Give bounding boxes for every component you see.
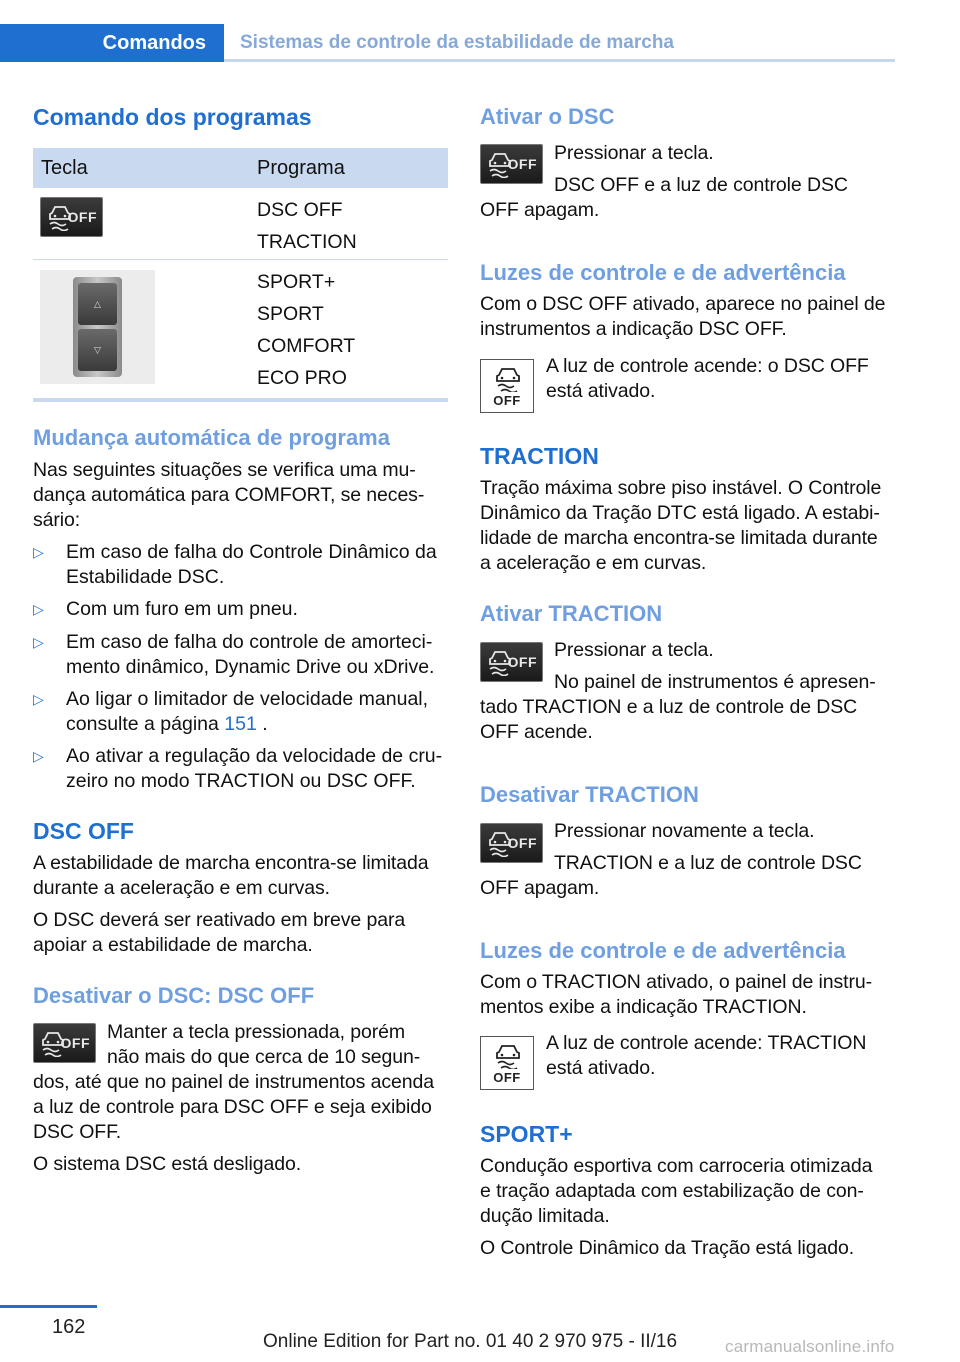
dsc-off-key-icon: OFF bbox=[480, 823, 543, 863]
program-dsc-off: DSC OFF bbox=[257, 199, 343, 221]
deactivate-dsc-text-beside: Manter a tecla pressionada, porém não mais do que cerca de 10 segun‐ bbox=[107, 1021, 421, 1068]
triangle-down-icon: ▽ bbox=[78, 329, 117, 371]
dsc-off-heading: DSC OFF bbox=[33, 818, 134, 844]
program-eco-pro: ECO PRO bbox=[257, 367, 347, 389]
dsc-off-key-icon: OFF bbox=[480, 642, 543, 682]
list-bullet-icon: ▷ bbox=[33, 691, 44, 707]
traction-heading: TRACTION bbox=[480, 443, 599, 469]
deactivate-dsc-heading: Desativar o DSC: DSC OFF bbox=[33, 983, 315, 1008]
traction-text: Tração máxima sobre piso instável. O Controle Dinâmico da Tração DTC está ligado. A estabi‐ lidade de marcha encontra-se limitada durante a aceleração e em curvas. bbox=[480, 477, 882, 574]
list-bullet-icon: ▷ bbox=[33, 544, 44, 560]
page-header bbox=[0, 24, 895, 62]
program-sport: SPORT bbox=[257, 303, 324, 325]
activate-traction-heading: Ativar TRACTION bbox=[480, 601, 663, 626]
dsc-off-text: A estabilidade de marcha encontra-se limitada durante a aceleração e em curvas. O DSC deverá ser reativado em breve para apoiar a estabilidade de marcha. bbox=[33, 852, 429, 956]
list-bullet-icon: ▷ bbox=[33, 634, 44, 650]
auto-change-heading: Mudança automática de programa bbox=[33, 425, 390, 450]
driving-mode-switch-image bbox=[40, 270, 155, 384]
edition-note: Online Edition for Part no. 01 40 2 970 975 - II/16 bbox=[263, 1331, 678, 1352]
sport-plus-heading: SPORT+ bbox=[480, 1121, 573, 1147]
table-header-key: Tecla bbox=[41, 157, 88, 179]
section-tab[interactable]: Comandos bbox=[0, 24, 224, 62]
auto-change-intro: Nas seguintes situações se verifica uma mu‐ dança automática para COMFORT, se neces‐ sário: bbox=[33, 459, 425, 531]
program-comfort: COMFORT bbox=[257, 335, 356, 357]
deactivate-dsc-text: dos, até que no painel de instrumentos acenda a luz de controle para DSC OFF e seja exibido DSC OFF. O sistema DSC está desligado. bbox=[33, 1071, 434, 1175]
page-151-link[interactable]: 151 bbox=[224, 713, 257, 735]
deactivate-traction-heading: Desativar TRACTION bbox=[480, 782, 699, 807]
deactivate-traction-text-beside: Pressionar novamente a tecla. TRACTION e a luz de controle DSC bbox=[554, 820, 862, 874]
table-header-row bbox=[33, 148, 448, 188]
activate-traction-text-beside: Pressionar a tecla. No painel de instrumentos é apresen‐ bbox=[554, 639, 876, 693]
warning-lights-heading-2: Luzes de controle e de advertência bbox=[480, 938, 846, 963]
warning-lights-text-2: Com o TRACTION ativado, o painel de instru‐ mentos exibe a indicação TRACTION. bbox=[480, 971, 873, 1018]
programs-heading: Comando dos programas bbox=[33, 104, 312, 130]
activate-traction-text: tado TRACTION e a luz de controle de DSC OFF acende. bbox=[480, 696, 858, 743]
traction-indicator-icon: OFF bbox=[480, 1036, 534, 1090]
list-bullet-icon: ▷ bbox=[33, 601, 44, 617]
chapter-title[interactable]: Sistemas de controle da estabilidade de marcha bbox=[240, 32, 674, 53]
activate-dsc-text-beside: Pressionar a tecla. DSC OFF e a luz de controle DSC bbox=[554, 142, 848, 196]
table-row bbox=[33, 188, 448, 260]
dsc-off-key-icon: OFF bbox=[33, 1023, 96, 1063]
warning-lights-text: Com o DSC OFF ativado, aparece no painel de instrumentos a indicação DSC OFF. bbox=[480, 293, 886, 340]
triangle-up-icon: △ bbox=[78, 283, 117, 325]
program-sport-plus: SPORT+ bbox=[257, 271, 336, 293]
page-number: 162 bbox=[52, 1316, 86, 1338]
dsc-off-key-icon: OFF bbox=[480, 144, 543, 184]
traction-indicator-text: A luz de controle acende: TRACTION está ativado. bbox=[546, 1032, 867, 1079]
dsc-off-indicator-text: A luz de controle acende: o DSC OFF está ativado. bbox=[546, 355, 869, 402]
sport-plus-text: Condução esportiva com carroceria otimizada e tração adaptada com estabilização de con‐ dução limitada. O Controle Dinâmico da Tração está ligado. bbox=[480, 1155, 873, 1259]
header-divider bbox=[224, 59, 895, 62]
dsc-off-indicator-icon: OFF bbox=[480, 359, 534, 413]
dsc-off-key-icon: OFF bbox=[40, 197, 103, 237]
table-header-program: Programa bbox=[257, 157, 345, 179]
activate-dsc-heading: Ativar o DSC bbox=[480, 104, 615, 129]
activate-dsc-text: OFF apagam. bbox=[480, 199, 600, 221]
footer-divider bbox=[0, 1305, 97, 1308]
program-traction: TRACTION bbox=[257, 231, 357, 253]
list-bullet-icon: ▷ bbox=[33, 748, 44, 764]
deactivate-traction-text: OFF apagam. bbox=[480, 877, 600, 899]
watermark: carmanualsonline.info bbox=[725, 1337, 895, 1356]
warning-lights-heading: Luzes de controle e de advertência bbox=[480, 260, 846, 285]
